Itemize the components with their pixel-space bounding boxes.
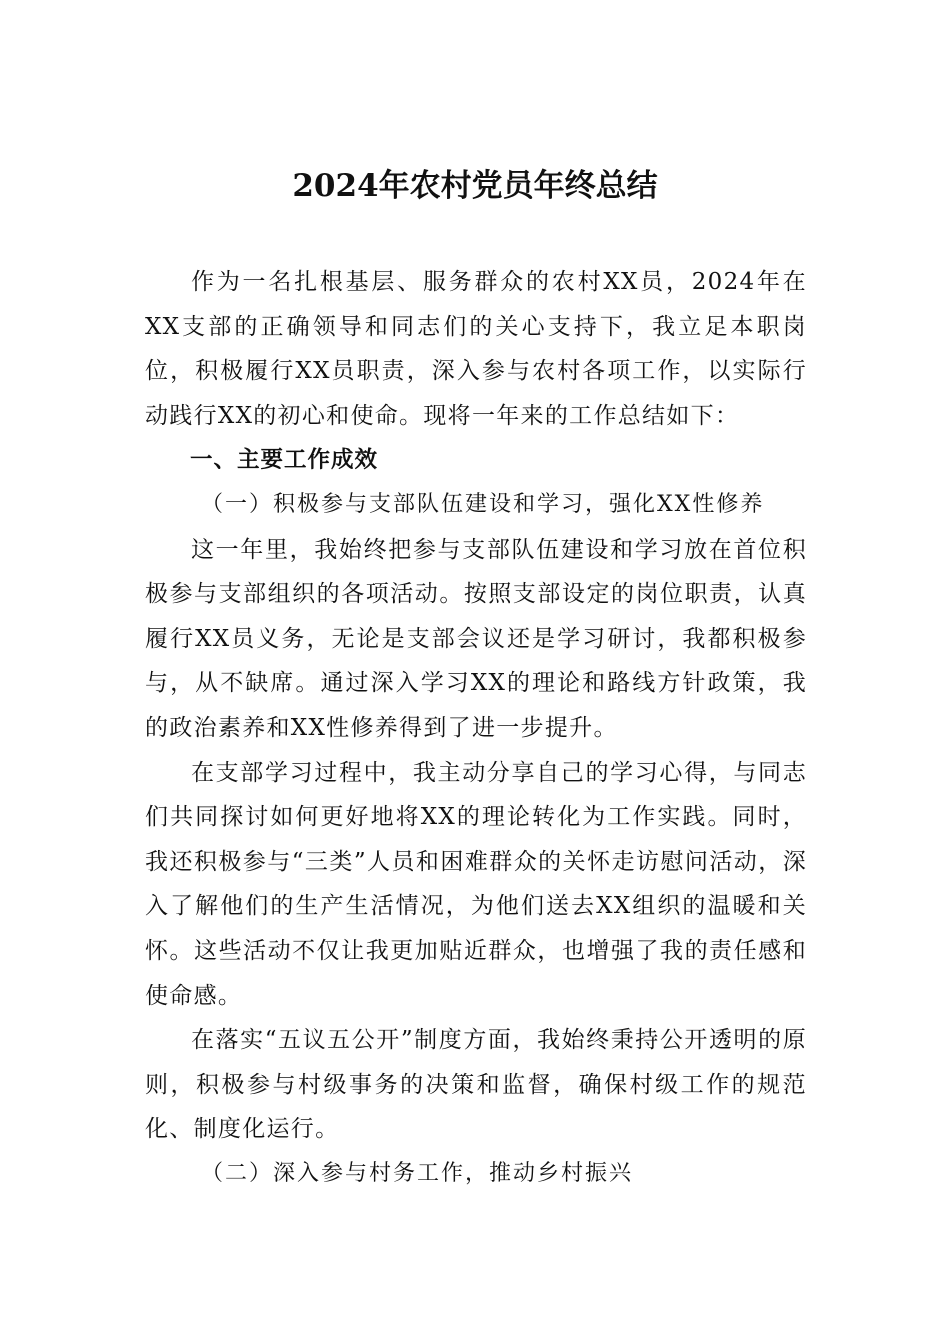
body-paragraph-1: 这一年里，我始终把参与支部队伍建设和学习放在首位积极参与支部组织的各项活动。按照支部设定的岗位职责，认真履行XX员义务，无论是支部会议还是学习研讨，我都积极参与，从不缺席。通过深入学习XX的理论和路线方针政策，我的政治素养和XX性修养得到了进一步提升。 bbox=[145, 536, 807, 741]
section-heading-1: 一、主要工作成效 bbox=[190, 447, 379, 474]
subsection-heading-2: （二）深入参与村务工作，推动乡村振兴 bbox=[201, 1160, 634, 1186]
body-paragraph-2: 在支部学习过程中，我主动分享自己的学习心得，与同志们共同探讨如何更好地将XX的理论转化为工作实践。同时，我还积极参与“三类”人员和困难群众的关怀走访慰问活动，深入了解他们的生产生活情况，为他们送去XX组织的温暖和关怀。这些活动不仅让我更加贴近群众，也增强了我的责任感和使命感。 bbox=[145, 759, 807, 1009]
intro-paragraph: 作为一名扎根基层、服务群众的农村XX员，2024年在XX支部的正确领导和同志们的关心支持下，我立足本职岗位，积极履行XX员职责，深入参与农村各项工作，以实际行动践行XX的初心和使命。现将一年来的工作总结如下： bbox=[145, 269, 807, 429]
document-title: 2024年农村党员年终总结 bbox=[292, 168, 658, 204]
document-body bbox=[145, 260, 807, 1196]
body-paragraph-3: 在落实“五议五公开”制度方面，我始终秉持公开透明的原则，积极参与村级事务的决策和监督，确保村级工作的规范化、制度化运行。 bbox=[145, 1027, 807, 1143]
subsection-heading-1: （一）积极参与支部队伍建设和学习，强化XX性修养 bbox=[201, 491, 765, 517]
